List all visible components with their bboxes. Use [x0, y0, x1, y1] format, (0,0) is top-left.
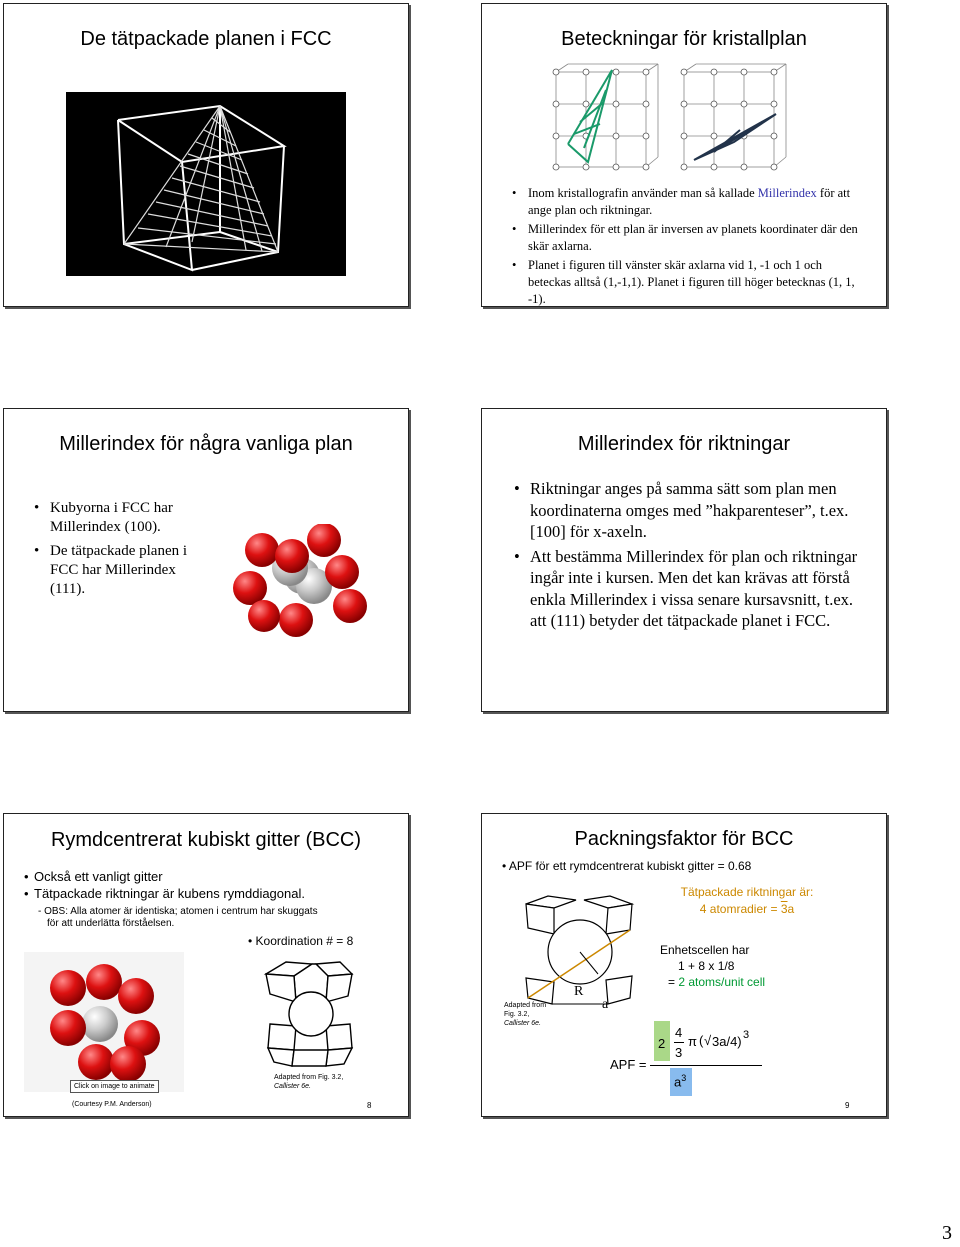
denom-a: a — [674, 1074, 682, 1090]
label-r: R — [574, 984, 584, 999]
numerator-two: 2 — [658, 1036, 666, 1051]
page-number: 9 — [845, 1101, 850, 1110]
main-fraction-bar — [650, 1065, 762, 1066]
lattice-figures — [544, 62, 794, 182]
bullet-list — [24, 868, 404, 902]
bullet-item: • Också ett vanligt gitter — [24, 868, 404, 885]
note-line: - OBS: Alla atomer är identiska; atomen i centrum har skuggats — [38, 906, 318, 917]
cell-result-line — [660, 974, 765, 990]
adapted-line: Callister 6e. — [504, 1020, 541, 1027]
slide-miller-directions — [481, 408, 887, 712]
dense-a: a — [787, 902, 795, 916]
slide-miller-planes — [3, 408, 409, 712]
adapted-line: Adapted from — [504, 1002, 547, 1009]
bullet-item — [512, 185, 864, 219]
sqrt-three: 3 — [780, 902, 788, 916]
millerindex-link[interactable]: Millerindex — [757, 186, 817, 200]
slide-title: Millerindex för några vanliga plan — [59, 433, 353, 455]
bullet-item — [512, 257, 864, 307]
adapted-line: Callister 6e. — [274, 1083, 311, 1090]
bcc-cell-figure — [256, 954, 362, 1072]
note-line: för att underlätta förståelsen. — [47, 918, 175, 929]
bullet-list — [514, 478, 864, 632]
courtesy-note: (Courtesy P.M. Anderson) — [72, 1101, 152, 1108]
bullet-list — [34, 499, 204, 599]
fcc-atoms-figure — [232, 524, 372, 639]
dense-title: Tätpackade riktningar är: — [680, 885, 814, 899]
page-number: 8 — [367, 1101, 372, 1110]
lattice-plane-icon — [544, 62, 794, 182]
coordination-text: Koordination # = 8 — [255, 934, 354, 948]
bullet-text: Inom kristallografin använder man så kallade — [528, 186, 758, 200]
adapted-note — [504, 1001, 546, 1028]
dense-formula-text: 4 atomradier = — [699, 902, 781, 916]
slide-title: Millerindex för riktningar — [577, 433, 791, 455]
bullet-item: • Riktningar anges på samma sätt som plan men koordinaterna omges med ”hakparenteser”, t.ex. [100] för x-axeln. — [514, 478, 864, 543]
sqrt-content: 3a/4) — [712, 1034, 742, 1049]
pi-symbol: π — [688, 1034, 697, 1049]
document-page-number: 3 — [942, 1222, 952, 1244]
bullet-item: • Kubyorna i FCC har Millerindex (100). — [34, 499, 204, 537]
cell-result: 2 atoms/unit cell — [678, 975, 766, 989]
bullet-text: för att ange plan och riktningar. — [528, 186, 851, 217]
slide-bcc-apf — [481, 813, 887, 1117]
fcc-plane-figure — [66, 92, 346, 276]
bullet-list — [512, 185, 864, 307]
bullet-item: • Att bestämma Millerindex för plan och riktningar ingår inte i kursen. Men det kan krävas att förstå enkla Millerindex i vissa senare kursavsnitt, t.ex. att (111) betyder det tätpackade planet i FCC. — [514, 546, 864, 632]
fraction-bar — [674, 1042, 684, 1043]
label-a: a — [602, 997, 609, 1012]
equals-sign: = — [668, 975, 679, 989]
paren-open: ( — [699, 1033, 704, 1048]
bullet-text: Planet i figuren till vänster skär axlarna vid 1, -1 och 1 och beteckas alltså (1,-1,1). Planet i figuren till höger betecknas (1, 1, -1). — [528, 258, 855, 306]
adapted-line: Adapted from Fig. 3.2, — [274, 1074, 344, 1081]
fraction-three: 3 — [675, 1045, 683, 1060]
atom-model-icon — [232, 524, 372, 639]
bullet-item — [512, 221, 864, 255]
slide-title: Beteckningar för kristallplan — [561, 28, 807, 50]
slide-title: Rymdcentrerat kubiskt gitter (BCC) — [50, 829, 362, 851]
slide-title: Packningsfaktor för BCC — [574, 828, 794, 850]
bullet-item: • De tätpackade planen i FCC har Millerindex (111). — [34, 542, 204, 599]
slide-crystal-planes — [481, 3, 887, 307]
fraction-four: 4 — [675, 1025, 683, 1040]
cell-formula: 1 + 8 x 1/8 — [678, 959, 735, 973]
cell-title: Enhetscellen har — [660, 943, 750, 957]
dense-formula — [672, 901, 822, 918]
cube-plane-icon — [66, 92, 346, 276]
coordination-label: • Koordination # = 8 — [248, 934, 354, 948]
dense-directions — [672, 884, 822, 918]
exponent-three: 3 — [743, 1029, 750, 1041]
bullet-text: Millerindex för ett plan är inversen av planets koordinater där den skär axlarna. — [528, 222, 858, 253]
bcc-animation-icon[interactable] — [24, 952, 184, 1092]
slide-fcc-planes — [3, 3, 409, 307]
denominator-a — [674, 1073, 686, 1089]
apf-bullet-text: APF för ett rymdcentrerat kubiskt gitter = 0.68 — [508, 859, 752, 873]
adapted-note — [274, 1073, 343, 1091]
adapted-line: Fig. 3.2, — [504, 1011, 530, 1018]
bcc-atoms-figure[interactable] — [24, 952, 184, 1092]
animate-button[interactable]: Click on image to animate — [70, 1080, 159, 1093]
unit-cell-count — [660, 942, 765, 990]
bcc-cell-icon — [256, 954, 362, 1072]
sqrt-sign: √ — [704, 1033, 712, 1048]
apf-label: APF = — [610, 1057, 647, 1072]
slide-bcc — [3, 813, 409, 1117]
denom-exponent: 3 — [681, 1073, 687, 1083]
bullet-item: • Tätpackade riktningar är kubens rymddiagonal. — [24, 885, 404, 902]
apf-bullet: • APF för ett rymdcentrerat kubiskt gitter = 0.68 — [502, 859, 752, 873]
slide-title: De tätpackade planen i FCC — [80, 28, 332, 50]
